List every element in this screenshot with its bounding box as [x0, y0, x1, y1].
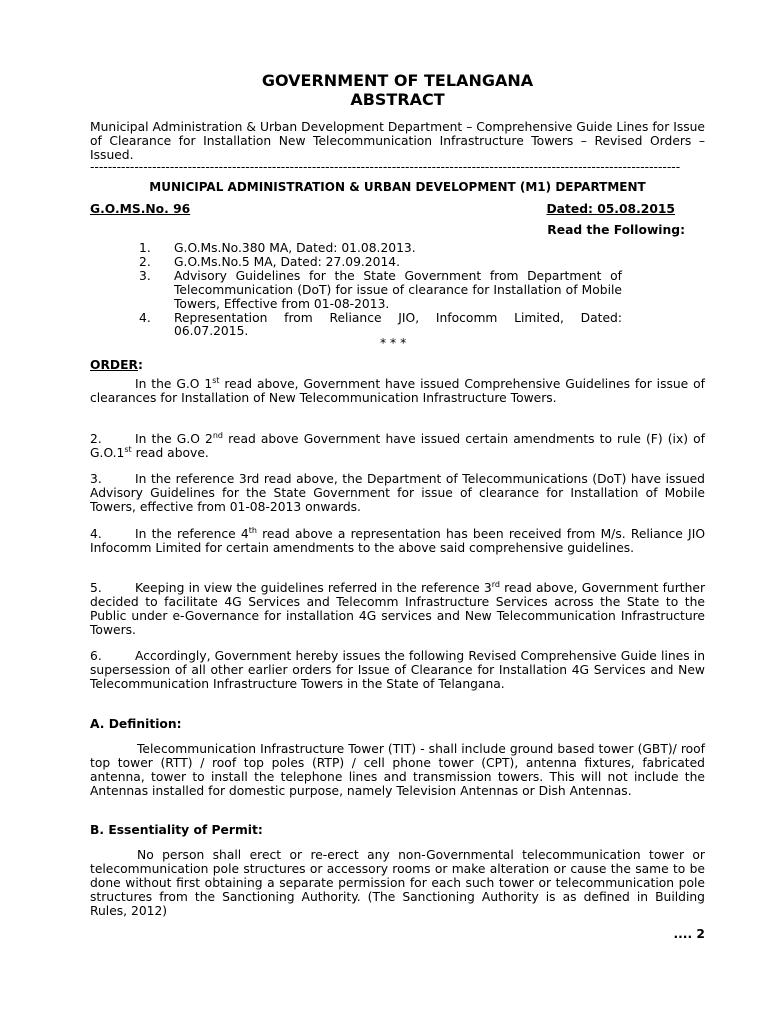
p2-text-a: In the G.O 2	[135, 432, 213, 446]
reference-number: 2.	[139, 254, 151, 269]
reference-number: 4.	[139, 310, 151, 325]
p1-text-a: In the G.O 1	[135, 377, 213, 391]
reference-text: G.O.Ms.No.380 MA, Dated: 01.08.2013.	[174, 241, 416, 255]
go-date: Dated: 05.08.2015	[546, 202, 675, 216]
p5-text-a: Keeping in view the guidelines referred in the reference 3	[135, 581, 492, 595]
read-following-heading: Read the Following:	[547, 223, 685, 237]
p3-number: 3.	[90, 472, 102, 486]
p5-sup: rd	[491, 580, 500, 589]
p2-text-c: read above.	[131, 445, 209, 460]
p6-number: 6.	[90, 649, 102, 663]
reference-item	[139, 256, 622, 270]
p1-sup: st	[212, 376, 220, 385]
department-heading: MUNICIPAL ADMINISTRATION & URBAN DEVELOPMENT (M1) DEPARTMENT	[149, 180, 646, 194]
p2-number: 2.	[90, 432, 102, 446]
reference-text: Advisory Guidelines for the State Government from Department of Telecommunication (DoT) for issue of clearance for Installation of Mobile Towers, Effective from 01-08-2013.	[174, 268, 622, 311]
reference-number: 3.	[139, 268, 151, 283]
reference-list	[139, 242, 622, 339]
section-b-text	[90, 849, 705, 919]
section-a-body: Telecommunication Infrastructure Tower (TIT) - shall include ground based tower (GBT)/ roof top tower (RTT) / roof top poles (RTP) / cell phone tower (CPT), antenna fixtures, fabricated antenna, tower to install the telephone lines and transmission towers. This will not include the Antennas installed for domestic purpose, namely Television Antennas or Dish Antennas.	[90, 742, 705, 798]
order-heading-colon: :	[138, 358, 143, 372]
p2-sup-2: st	[124, 444, 132, 454]
section-a-heading: A. Definition:	[90, 717, 182, 731]
section-a-text	[90, 743, 705, 799]
section-stars: * * *	[380, 336, 407, 350]
go-number: G.O.MS.No. 96	[90, 202, 191, 216]
paragraph-6	[90, 650, 705, 692]
p4-number: 4.	[90, 527, 102, 541]
p2-sup-1: nd	[212, 431, 223, 440]
p3-text: In the reference 3rd read above, the Department of Telecommunications (DoT) have issued Advisory Guidelines for the State Government for issue of clearance for Installation of Mobile Towers, effective from 01-08-2013 onwards.	[90, 472, 705, 514]
p4-text-a: In the reference 4	[135, 527, 249, 541]
p4-sup: th	[248, 526, 257, 535]
paragraph-4	[90, 528, 705, 556]
separator-line: -------------------------------------------------------------------------------------------------------------------------------------	[90, 161, 680, 174]
reference-item	[139, 242, 622, 256]
p6-text: Accordingly, Government hereby issues the following Revised Comprehensive Guide lines in supersession of all other earlier orders for Issue of Clearance for Installation 4G Services and New Telecommunication Infrastructure Towers in the State of Telangana.	[90, 649, 705, 691]
section-b-body: No person shall erect or re-erect any non-Governmental telecommunication tower or telecommunication pole structures or accessory rooms or make alteration or cause the same to be done without first obtaining a separate permission for each such tower or telecommunication pole structures from the Sanctioning Authority. (The Sanctioning Authority is as defined in Building Rules, 2012)	[90, 848, 705, 918]
document-title: GOVERNMENT OF TELANGANA	[261, 71, 534, 90]
paragraph-2	[90, 433, 705, 461]
p5-text-b: read above, Government further decided to facilitate 4G Services and Telecomm Infrastructure Services across the State to the Public under e-Governance for installation 4G services and New Telecommunication Infrastructure Towers.	[90, 581, 706, 637]
paragraph-5	[90, 582, 705, 638]
reference-text: Representation from Reliance JIO, Infocomm Limited, Dated: 06.07.2015.	[174, 310, 622, 339]
paragraph-1	[90, 378, 705, 406]
reference-number: 1.	[139, 241, 151, 255]
page-continuation: .... 2	[673, 927, 705, 941]
section-b-heading: B. Essentiality of Permit:	[90, 823, 263, 837]
p2-text-b: read above Government have issued certain amendments to rule (F) (ix) of G.O.1	[90, 432, 705, 460]
order-heading	[90, 359, 143, 373]
p1-text-b: read above, Government have issued Comprehensive Guidelines for issue of clearances for Installation of New Telecommunication Infrastructure Towers.	[90, 377, 705, 405]
reference-item	[139, 270, 622, 312]
p5-number: 5.	[90, 581, 102, 595]
reference-text: G.O.Ms.No.5 MA, Dated: 27.09.2014.	[174, 254, 401, 269]
paragraph-3	[90, 473, 705, 515]
subject-text: Municipal Administration & Urban Development Department – Comprehensive Guide Lines for Issue of Clearance for Installation New Telecommunication Infrastructure Towers – Revised Orders – Issued.	[90, 120, 705, 162]
p4-text-b: read above a representation has been received from M/s. Reliance JIO Infocomm Limited for certain amendments to the above said comprehensive guidelines.	[90, 527, 705, 555]
document-subtitle: ABSTRACT	[350, 90, 445, 109]
order-heading-label: ORDER	[90, 358, 138, 372]
